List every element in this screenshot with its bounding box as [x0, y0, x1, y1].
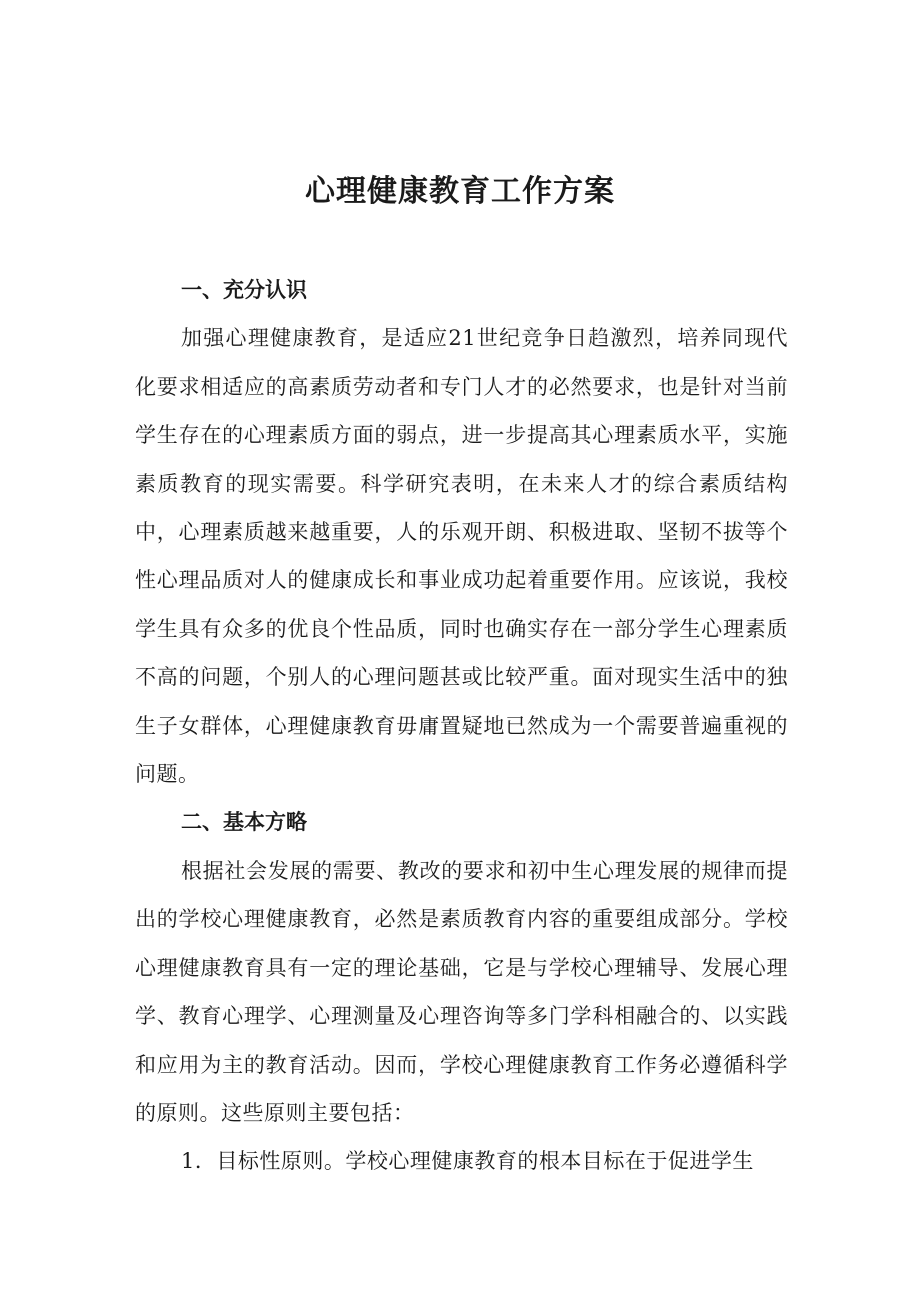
document-body	[135, 266, 788, 1186]
principle-item-1: 1．目标性原则。学校心理健康教育的根本目标在于促进学生	[181, 1149, 754, 1174]
section-heading-2: 二、基本方略	[181, 810, 307, 835]
section-heading-1: 一、充分认识	[181, 278, 307, 302]
document-title: 心理健康教育工作方案	[305, 174, 615, 209]
section-paragraph-2: 根据社会发展的需要、教改的要求和初中生心理发展的规律而提出的学校心理健康教育，必然是素质教育内容的重要组成部分。学校心理健康教育具有一定的理论基础，它是与学校心理辅导、发展心理学、教育心理学、心理测量及心理咨询等多门学科相融合的、以实践和应用为主的教育活动。因而，学校心理健康教育工作务必遵循科学的原则。这些原则主要包括：	[135, 858, 788, 1125]
section-paragraph-1: 加强心理健康教育，是适应21世纪竞争日趋激烈，培养同现代化要求相适应的高素质劳动者和专门人才的必然要求，也是针对当前学生存在的心理素质方面的弱点，进一步提高其心理素质水平，实施素质教育的现实需要。科学研究表明，在未来人才的综合素质结构中，心理素质越来越重要，人的乐观开朗、积极进取、坚韧不拔等个性心理品质对人的健康成长和事业成功起着重要作用。应该说，我校学生具有众多的优良个性品质，同时也确实存在一部分学生心理素质不高的问题，个别人的心理问题甚或比较严重。面对现实生活中的独生子女群体，心理健康教育毋庸置疑地已然成为一个需要普遍重视的问题。	[135, 326, 788, 787]
